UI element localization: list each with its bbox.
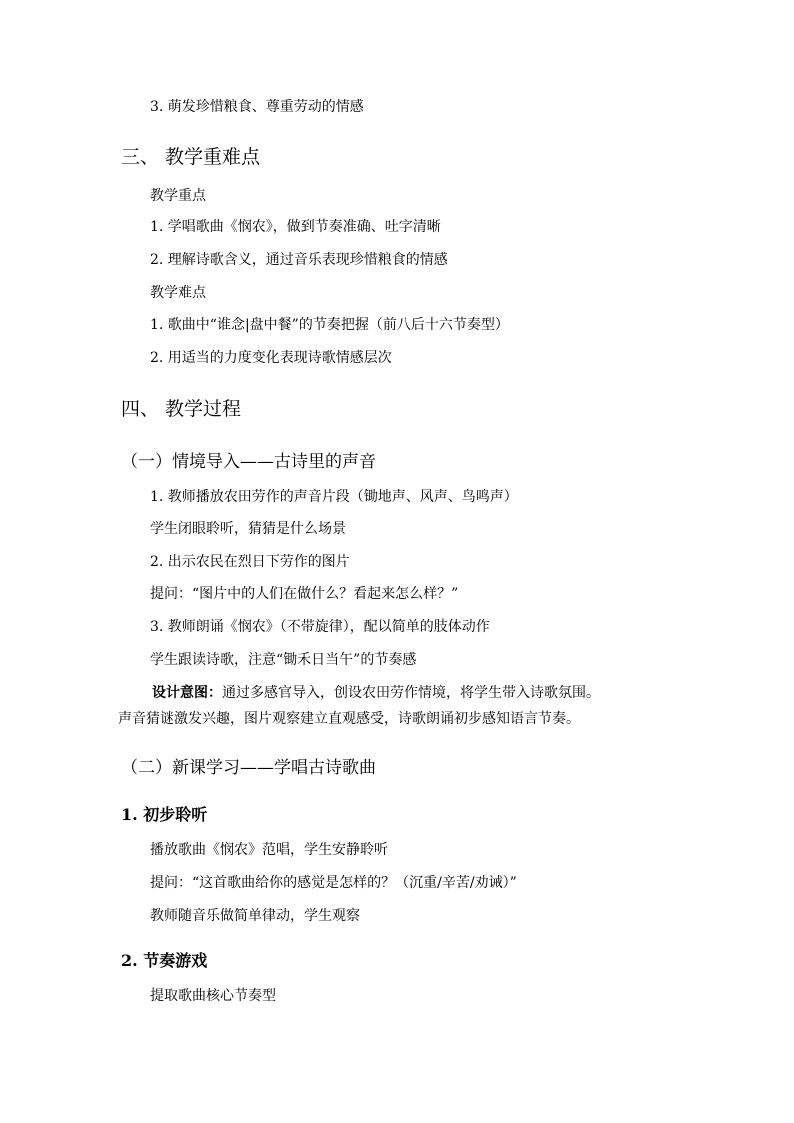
listening-line-2: 提问：“这首歌曲给你的感觉是怎样的？（沉重/辛苦/劝诫）” — [150, 875, 517, 891]
intro-line-4: 提问：“图片中的人们在做什么？看起来怎么样？” — [150, 586, 459, 602]
design-intent-label: 设计意图： — [152, 685, 222, 701]
key-point-item-1: 1. 学唱歌曲《悯农》，做到节奏准确、吐字清晰 — [150, 219, 441, 235]
design-intent-text-1: 通过多感官导入，创设农田劳作情境，将学生带入诗歌氛围。 — [222, 685, 600, 701]
part-heading-introduction: （一）情境导入——古诗里的声音 — [121, 452, 376, 472]
design-intent-line-1 — [152, 683, 600, 703]
objective-item-3: 3. 萌发珍惜粮食、尊重劳动的情感 — [150, 99, 364, 115]
difficult-point-item-1: 1. 歌曲中“谁念|盘中餐”的节奏把握（前八后十六节奏型） — [150, 317, 509, 333]
listening-line-3: 教师随音乐做简单律动，学生观察 — [150, 908, 360, 924]
listening-line-1: 播放歌曲《悯农》范唱，学生安静聆听 — [150, 842, 388, 858]
section-heading-difficulties: 三、 教学重难点 — [121, 146, 261, 168]
intro-line-1: 1. 教师播放农田劳作的声音片段（锄地声、风声、鸟鸣声） — [150, 489, 518, 505]
part-heading-new-lesson: （二）新课学习——学唱古诗歌曲 — [121, 758, 376, 778]
step-heading-listening: 1. 初步聆听 — [121, 805, 208, 824]
design-intent-text-2: 声音猜谜激发兴趣，图片观察建立直观感受，诗歌朗诵初步感知语言节奏。 — [118, 711, 580, 727]
key-point-item-2: 2. 理解诗歌含义，通过音乐表现珍惜粮食的情感 — [150, 252, 448, 268]
key-points-label: 教学重点 — [150, 188, 206, 204]
rhythm-line-1: 提取歌曲核心节奏型 — [150, 988, 276, 1004]
intro-line-6: 学生跟读诗歌，注意“锄禾日当午”的节奏感 — [150, 652, 417, 668]
intro-line-5: 3. 教师朗诵《悯农》（不带旋律），配以简单的肢体动作 — [150, 619, 490, 635]
intro-line-3: 2. 出示农民在烈日下劳作的图片 — [150, 554, 350, 570]
difficult-points-label: 教学难点 — [150, 285, 206, 301]
difficult-point-item-2: 2. 用适当的力度变化表现诗歌情感层次 — [150, 350, 392, 366]
section-heading-process: 四、 教学过程 — [121, 398, 242, 420]
step-heading-rhythm-game: 2. 节奏游戏 — [121, 951, 208, 970]
intro-line-2: 学生闭眼聆听，猜猜是什么场景 — [150, 521, 346, 537]
